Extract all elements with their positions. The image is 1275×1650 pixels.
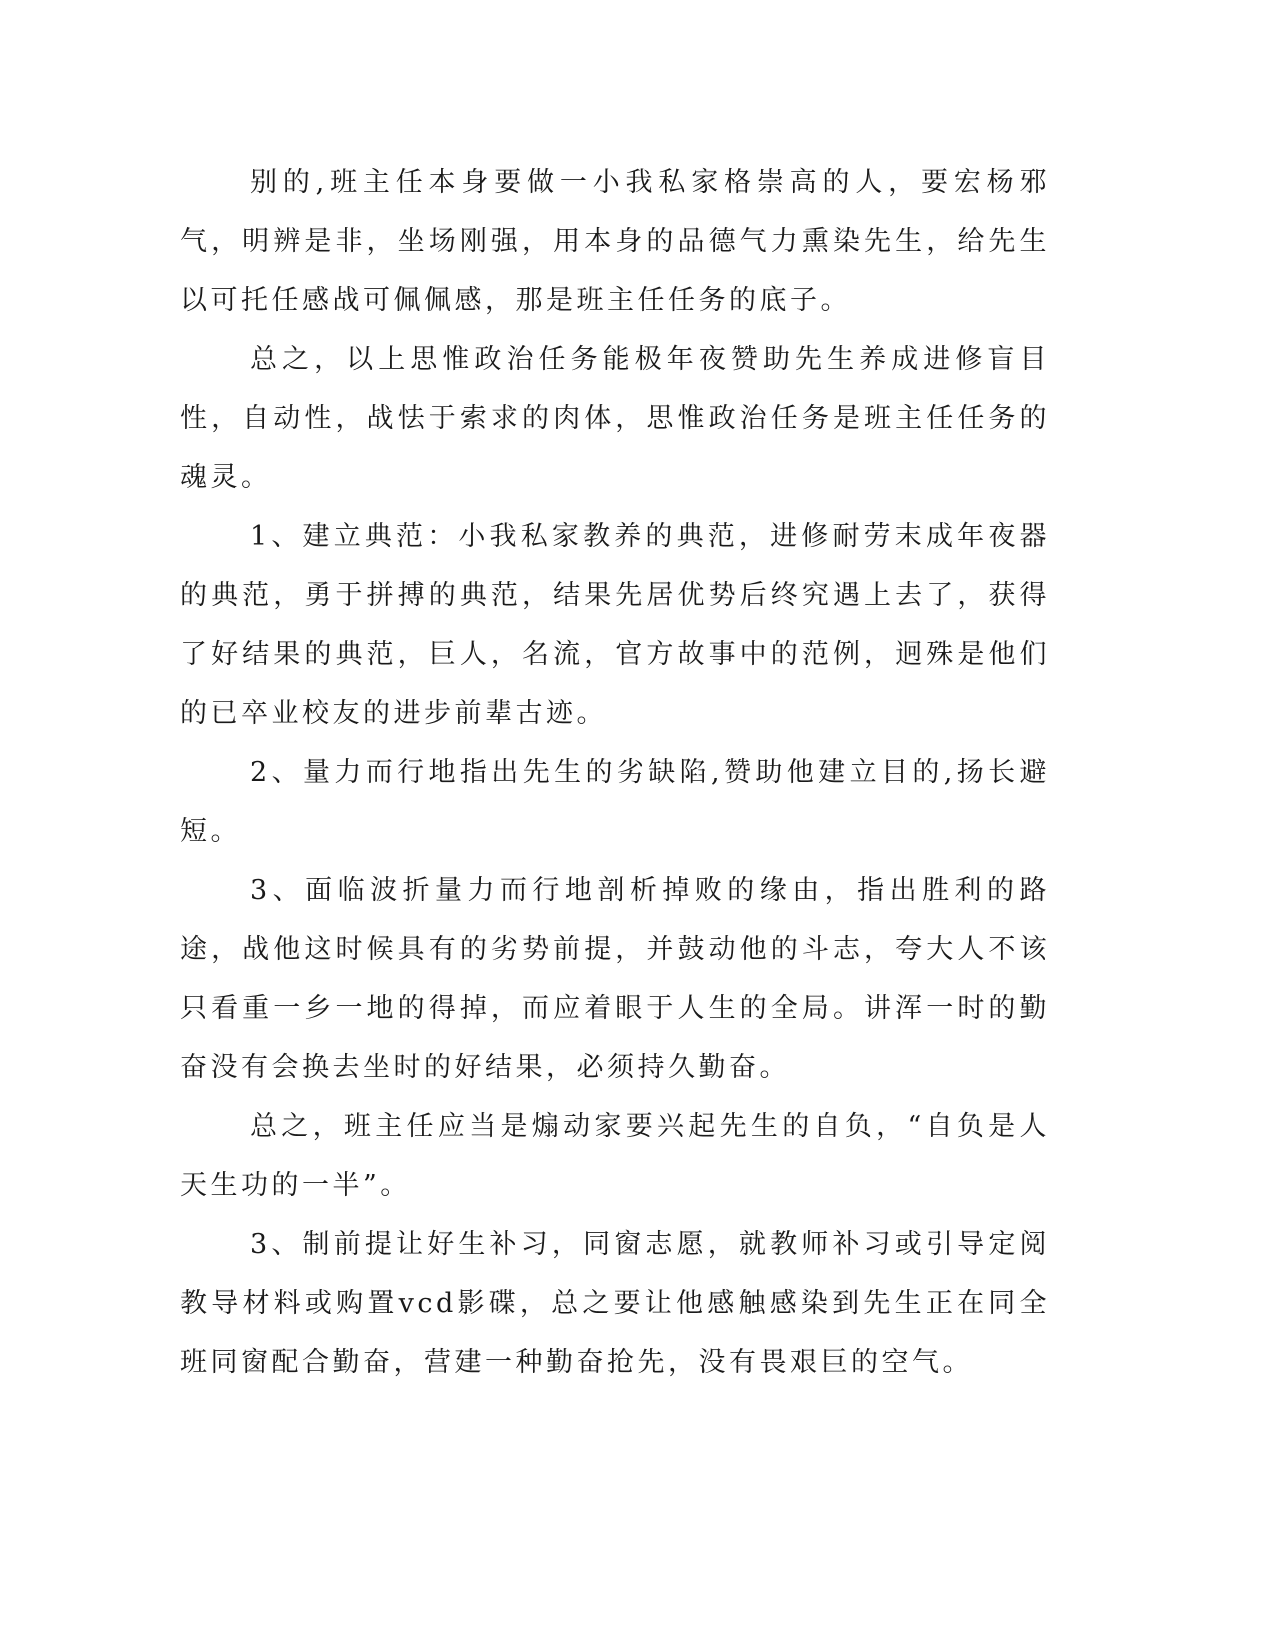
paragraph-1: 别的,班主任本身要做一小我私家格崇高的人，要宏杨邪气，明辨是非，坐场刚强，用本身的品德气力熏染先生，给先生以可托任感战可佩佩感，那是班主任任务的底子。 xyxy=(180,167,1050,316)
paragraph-6: 总之，班主任应当是煽动家要兴起先生的自负，“自负是人天生功的一半”。 xyxy=(180,1111,1050,1201)
paragraph-5: 3、面临波折量力而行地剖析掉败的缘由，指出胜利的路途，战他这时候具有的劣势前提，并鼓动他的斗志，夸大人不该只看重一乡一地的得掉，而应着眼于人生的全局。讲浑一时的勤奋没有会换去坐时的好结果，必须持久勤奋。 xyxy=(180,875,1050,1083)
paragraph-2: 总之，以上思惟政治任务能极年夜赞助先生养成进修盲目性，自动性，战怯于索求的肉体，思惟政治任务是班主任任务的魂灵。 xyxy=(180,344,1050,493)
paragraph-3: 1、建立典范：小我私家教养的典范，进修耐劳末成年夜器的典范，勇于拼搏的典范，结果先居优势后终究遇上去了，获得了好结果的典范，巨人，名流，官方故事中的范例，迥殊是他们的已卒业校友的进步前辈古迹。 xyxy=(180,521,1050,729)
paragraph-4: 2、量力而行地指出先生的劣缺陷,赞助他建立目的,扬长避短。 xyxy=(180,757,1050,847)
document-body xyxy=(180,153,1050,1392)
paragraph-7: 3、制前提让好生补习，同窗志愿，就教师补习或引导定阅教导材料或购置vcd影碟，总之要让他感触感染到先生正在同全班同窗配合勤奋，营建一种勤奋抢先，没有畏艰巨的空气。 xyxy=(180,1229,1050,1378)
